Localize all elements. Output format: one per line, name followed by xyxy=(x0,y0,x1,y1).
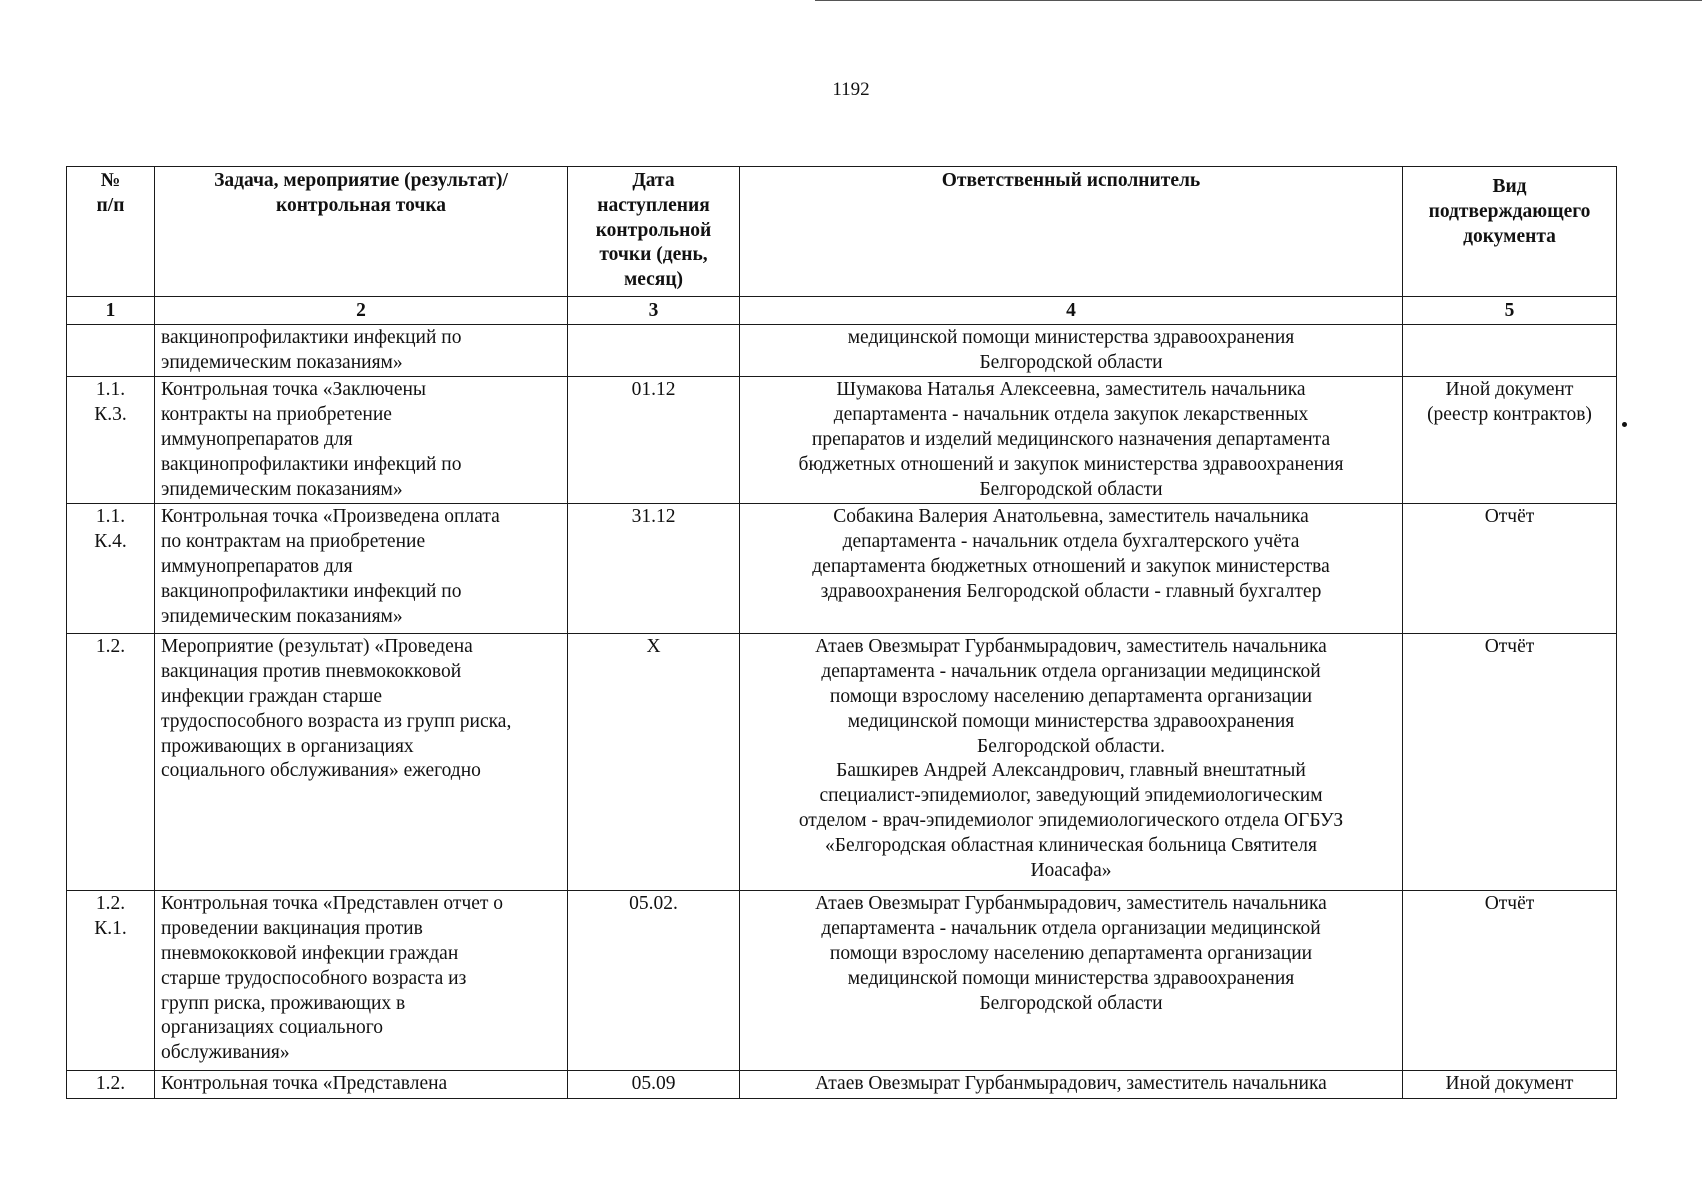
row-responsible: Собакина Валерия Анатольевна, заместитель начальника департамента - начальник отдела бухгалтерского учёта департамента бюджетных отношений и закупок министерства здравоохранения Белгородской области - главный бухгалтер xyxy=(740,504,1403,634)
row-task: Контрольная точка «Представлена xyxy=(155,1071,568,1099)
header-task: Задача, мероприятие (результат)/ контрольная точка xyxy=(155,167,568,297)
column-number: 5 xyxy=(1403,297,1617,325)
top-rule xyxy=(815,0,1702,1)
row-date xyxy=(568,324,740,377)
row-date: X xyxy=(568,634,740,891)
header-row xyxy=(67,167,1617,297)
header-responsible: Ответственный исполнитель xyxy=(740,167,1403,297)
table-row xyxy=(67,891,1617,1071)
control-points-table xyxy=(66,166,1617,1099)
row-number: 1.2. xyxy=(67,1071,155,1099)
column-numbers-row xyxy=(67,297,1617,325)
row-number: 1.2. К.1. xyxy=(67,891,155,1071)
column-number: 4 xyxy=(740,297,1403,325)
header-num: № п/п xyxy=(67,167,155,297)
row-responsible: медицинской помощи министерства здравоохранения Белгородской области xyxy=(740,324,1403,377)
table-row xyxy=(67,634,1617,891)
row-task: Контрольная точка «Произведена оплата по контрактам на приобретение иммунопрепаратов для вакцинопрофилактики инфекций по эпидемическим показаниям» xyxy=(155,504,568,634)
row-document xyxy=(1403,324,1617,377)
row-document: Иной документ xyxy=(1403,1071,1617,1099)
page-number: 1192 xyxy=(832,79,870,100)
header-date: Дата наступления контрольной точки (день, месяц) xyxy=(568,167,740,297)
row-task: Контрольная точка «Представлен отчет о проведении вакцинация против пневмококковой инфекции граждан старше трудоспособного возраста из групп риска, проживающих в организациях социального обслуживания» xyxy=(155,891,568,1071)
column-number: 2 xyxy=(155,297,568,325)
row-document: Отчёт xyxy=(1403,634,1617,891)
row-responsible: Атаев Овезмырат Гурбанмырадович, заместитель начальника xyxy=(740,1071,1403,1099)
header-doc: Вид подтверждающего документа xyxy=(1403,167,1617,297)
row-number xyxy=(67,324,155,377)
row-number: 1.2. xyxy=(67,634,155,891)
row-task: Контрольная точка «Заключены контракты на приобретение иммунопрепаратов для вакцинопрофилактики инфекций по эпидемическим показаниям» xyxy=(155,377,568,504)
row-document: Отчёт xyxy=(1403,891,1617,1071)
row-date: 31.12 xyxy=(568,504,740,634)
table-row xyxy=(67,377,1617,504)
row-document: Иной документ (реестр контрактов) xyxy=(1403,377,1617,504)
row-task: Мероприятие (результат) «Проведена вакцинация против пневмококковой инфекции граждан старше трудоспособного возраста из групп риска, проживающих в организациях социального обслуживания» ежегодно xyxy=(155,634,568,891)
row-date: 05.02. xyxy=(568,891,740,1071)
column-number: 3 xyxy=(568,297,740,325)
row-task: вакцинопрофилактики инфекций по эпидемическим показаниям» xyxy=(155,324,568,377)
stray-dot-mark xyxy=(1622,422,1627,427)
row-responsible: Атаев Овезмырат Гурбанмырадович, заместитель начальника департамента - начальник отдела организации медицинской помощи взрослому населению департамента организации медицинской помощи министерства здравоохранения Белгородской области. Башкирев Андрей Александрович, главный внештатный специалист-эпидемиолог, заведующий эпидемиологическим отделом - врач-эпидемиолог эпидемиологического отдела ОГБУЗ «Белгородская областная клиническая больница Святителя Иоасафа» xyxy=(740,634,1403,891)
row-number: 1.1. К.4. xyxy=(67,504,155,634)
row-responsible: Шумакова Наталья Алексеевна, заместитель начальника департамента - начальник отдела закупок лекарственных препаратов и изделий медицинского назначения департамента бюджетных отношений и закупок министерства здравоохранения Белгородской области xyxy=(740,377,1403,504)
row-document: Отчёт xyxy=(1403,504,1617,634)
row-date: 01.12 xyxy=(568,377,740,504)
row-responsible: Атаев Овезмырат Гурбанмырадович, заместитель начальника департамента - начальник отдела организации медицинской помощи взрослому населению департамента организации медицинской помощи министерства здравоохранения Белгородской области xyxy=(740,891,1403,1071)
table-row xyxy=(67,1071,1617,1099)
row-date: 05.09 xyxy=(568,1071,740,1099)
table-row xyxy=(67,504,1617,634)
column-number: 1 xyxy=(67,297,155,325)
table-row xyxy=(67,324,1617,377)
row-number: 1.1. К.3. xyxy=(67,377,155,504)
